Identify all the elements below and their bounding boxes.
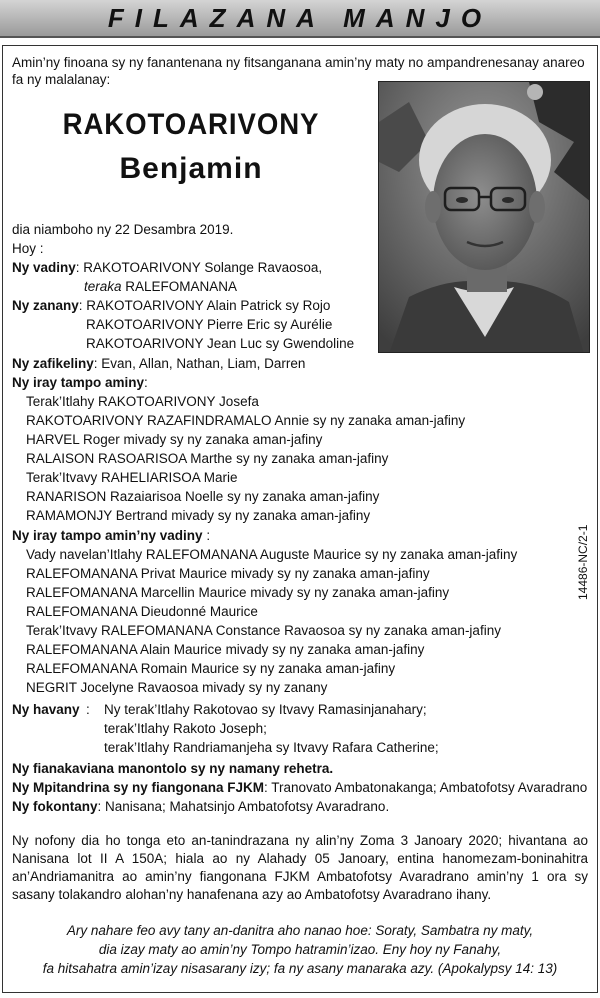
- heading-suffix: :: [144, 375, 148, 390]
- fokontany-label: Ny fokontany: [12, 799, 98, 814]
- iray-tampo-vadiny-label: Ny iray tampo amin’ny vadiny: [12, 528, 203, 543]
- list-item: RALEFOMANANA Alain Maurice mivady sy ny zanaka aman-jafiny: [26, 642, 425, 657]
- header-banner: [0, 0, 600, 38]
- vadiny-row: [12, 258, 322, 277]
- list-item: Terak’Itlahy RAKOTOARIVONY Josefa: [26, 394, 259, 409]
- vadiny-row-2: [84, 277, 237, 296]
- heading-suffix: :: [202, 528, 211, 543]
- list-item: Terak’Itvavy RAHELIARISOA Marie: [26, 470, 238, 485]
- zanany-child: RAKOTOARIVONY Pierre Eric sy Aurélie: [86, 317, 333, 332]
- havany-line: terak’Itlahy Rakoto Joseph;: [104, 721, 267, 736]
- death-date-line: dia niamboho ny 22 Desambra 2019.: [12, 222, 234, 237]
- list-item: NEGRIT Jocelyne Ravaosoa mivady sy ny zanany: [26, 680, 328, 695]
- portrait-image: [379, 82, 590, 353]
- notice-title: FILAZANA MANJO: [107, 2, 493, 33]
- funeral-details-paragraph: Ny nofony dia ho tonga eto an-tanindrazana ny alin’ny Zoma 3 Janoary 2020; hivantana ao Nanisana lot II A 150A; hiala ao ny Alahady 05 Janoary, entina hanomezam-boninahitra an’Andriamanitra ao amin’ny fiangonana FJKM Ambatofotsy Avaradrano amin’ny 1 ora sy sasany tolakandro alohan’ny hanafenana azy ao Ambatofotsy Avaradrano ihany.: [12, 833, 588, 902]
- mpitandrina-row: [12, 778, 587, 797]
- list-item: RALEFOMANANA Privat Maurice mivady sy ny zanaka aman-jafiny: [26, 566, 430, 581]
- vadiny-label: Ny vadiny: [12, 260, 76, 275]
- havany-colon: :: [86, 702, 90, 717]
- fianakaviana-text: Ny fianakaviana manontolo sy ny namany rehetra.: [12, 761, 334, 776]
- scripture-quote-line-1: Ary nahare feo avy tany an-danitra aho nanao hoe: Soraty, Sambatra ny maty,: [66, 923, 534, 938]
- mpitandrina-label: Ny Mpitandrina sy ny fiangonana FJKM: [12, 780, 265, 795]
- havany-label: Ny havany: [12, 702, 80, 717]
- deceased-portrait-photo: [378, 81, 590, 353]
- havany-line: Ny terak’Itlahy Rakotovao sy Itvavy Ramasinjanahary;: [104, 702, 427, 717]
- hoy-label: Hoy :: [12, 241, 44, 256]
- list-item: HARVEL Roger mivady sy ny zanaka aman-jafiny: [26, 432, 323, 447]
- ad-reference-code: 14486-NC/2-1: [576, 524, 590, 600]
- list-item: RAMAMONJY Bertrand mivady sy ny zanaka aman-jafiny: [26, 508, 371, 523]
- zafikeliny-value: : Evan, Allan, Nathan, Liam, Darren: [93, 356, 306, 371]
- scripture-quote-line-2: dia izay maty ao amin’ny Tompo hatramin’izao. Eny hoy ny Fanahy,: [98, 942, 502, 957]
- iray-tampo-aminy-heading: [12, 373, 148, 392]
- list-item: RALEFOMANANA Marcellin Maurice mivady sy ny zanaka aman-jafiny: [26, 585, 450, 600]
- list-item: RAKOTOARIVONY RAZAFINDRAMALO Annie sy ny zanaka aman-jafiny: [26, 413, 466, 428]
- havany-label-row: [12, 700, 80, 719]
- mpitandrina-value: : Tranovato Ambatonakanga; Ambatofotsy Avaradrano: [264, 780, 588, 795]
- scripture-quote-line-3: fa hitsahatra amin’izay nisasarany izy; fa ny asany manaraka azy. (Apokalypsy 14: 13): [42, 961, 558, 976]
- vadiny-value: : RAKOTOARIVONY Solange Ravaosoa,: [75, 260, 323, 275]
- list-item: RALEFOMANANA Dieudonné Maurice: [26, 604, 258, 619]
- vadiny-maiden: RALEFOMANANA: [121, 279, 238, 294]
- iray-tampo-vadiny-heading: [12, 526, 210, 545]
- intro-text: Amin’ny finoana sy ny fanantenana ny fitsanganana amin’ny maty no ampandrenesanay anareo fa ny malalanay:: [12, 55, 585, 87]
- fokontany-row: [12, 797, 389, 816]
- fianakaviana-line: [12, 759, 333, 778]
- zanany-label: Ny zanany: [12, 298, 79, 313]
- list-item: RALEFOMANANA Romain Maurice sy ny zanaka aman-jafiny: [26, 661, 396, 676]
- zafikeliny-label: Ny zafikeliny: [12, 356, 94, 371]
- zanany-child: RAKOTOARIVONY Jean Luc sy Gwendoline: [86, 336, 355, 351]
- deceased-last-name: RAKOTOARIVONY: [62, 108, 320, 141]
- zanany-row: [12, 296, 330, 315]
- list-item: Vady navelan’Itlahy RALEFOMANANA Auguste Maurice sy ny zanaka aman-jafiny: [26, 547, 518, 562]
- list-item: Terak’Itvavy RALEFOMANANA Constance Ravaosoa sy ny zanaka aman-jafiny: [26, 623, 501, 638]
- vadiny-teraka: teraka: [84, 279, 122, 294]
- list-item: RALAISON RASOARISOA Marthe sy ny zanaka aman-jafiny: [26, 451, 389, 466]
- zafikeliny-row: [12, 354, 305, 373]
- deceased-first-name: Benjamin: [119, 152, 263, 185]
- iray-tampo-aminy-label: Ny iray tampo aminy: [12, 375, 145, 390]
- list-item: RANARISON Razaiarisoa Noelle sy ny zanaka aman-jafiny: [26, 489, 380, 504]
- havany-line: terak’Itlahy Randriamanjeha sy Itvavy Rafara Catherine;: [104, 740, 439, 755]
- fokontany-value: : Nanisana; Mahatsinjo Ambatofotsy Avaradrano.: [97, 799, 390, 814]
- zanany-child: : RAKOTOARIVONY Alain Patrick sy Rojo: [78, 298, 331, 313]
